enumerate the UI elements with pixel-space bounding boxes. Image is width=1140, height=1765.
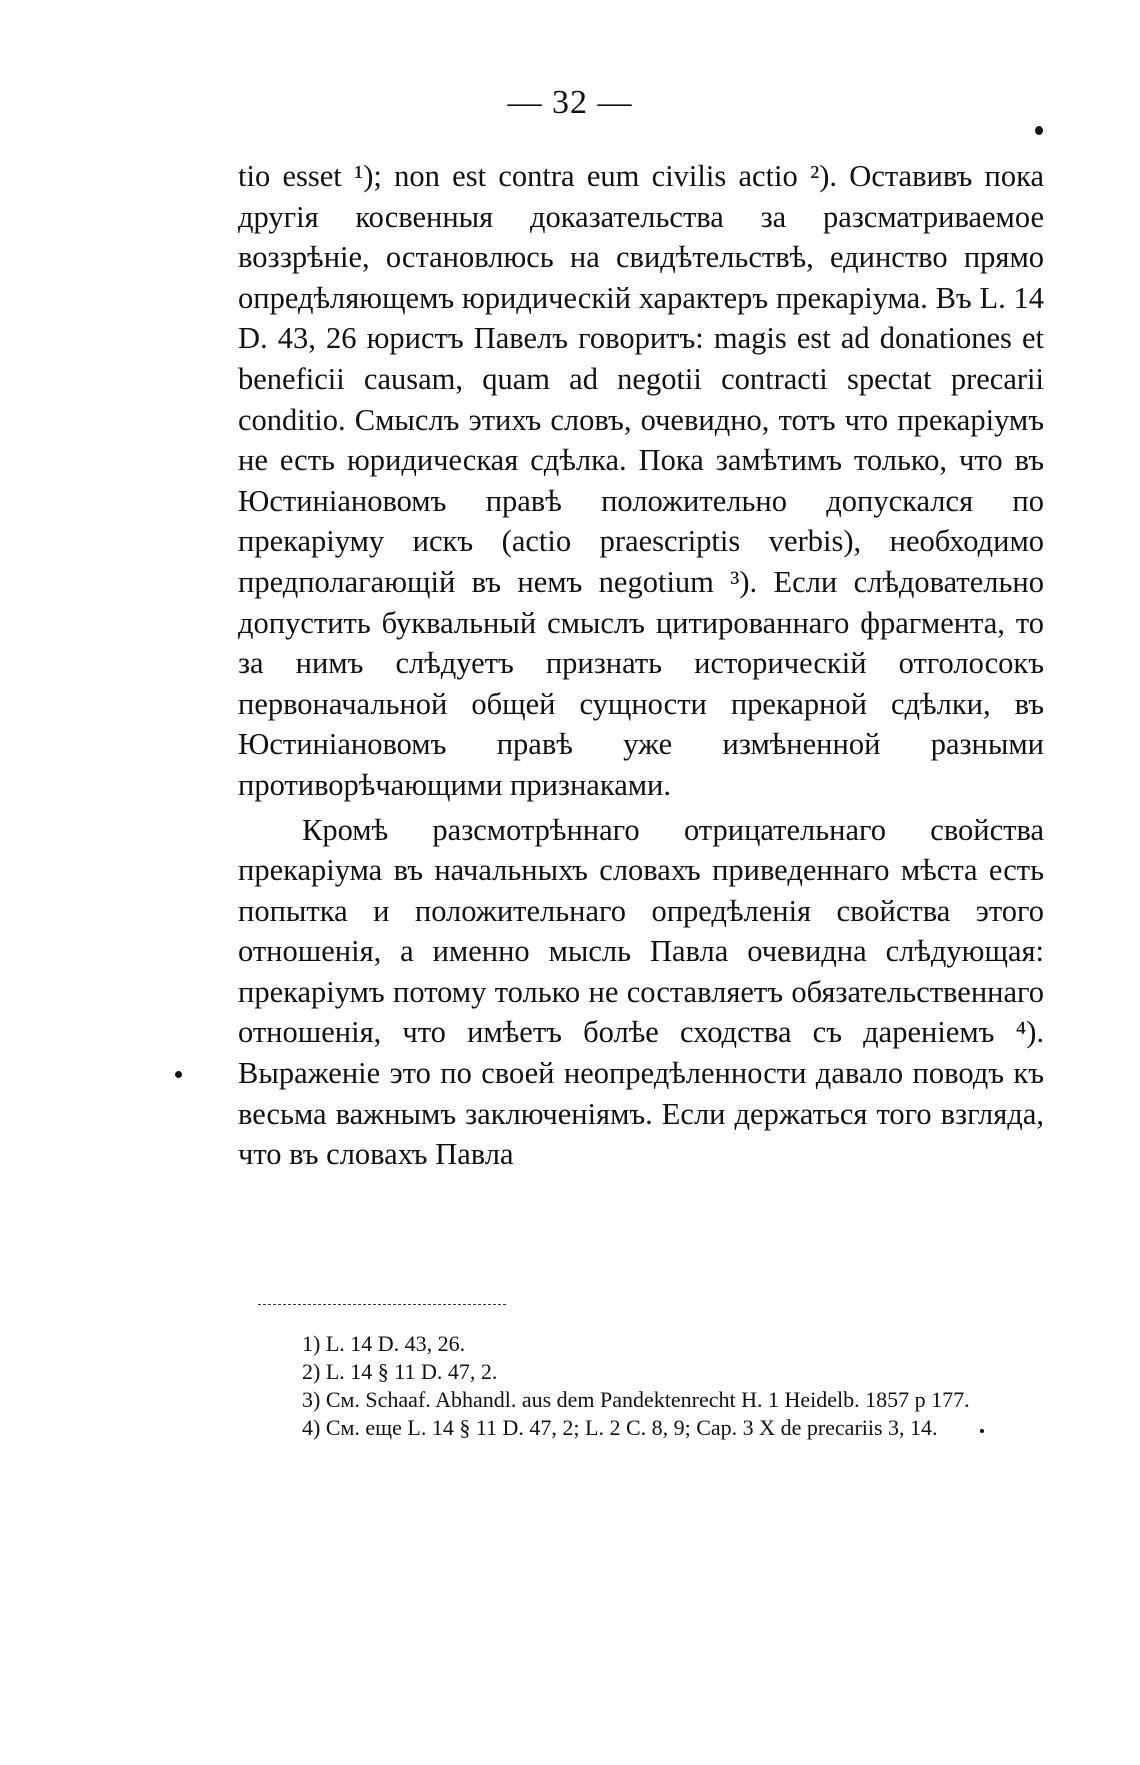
- print-speck: [980, 1429, 984, 1433]
- footnote-2: 2) L. 14 § 11 D. 47, 2.: [302, 1359, 498, 1384]
- footnote-4: 4) См. еще L. 14 § 11 D. 47, 2; L. 2 C. 8, 9; Cap. 3 X de precariis 3, 14.: [302, 1415, 938, 1440]
- page-number: — 32 —: [507, 84, 633, 121]
- footnotes: [232, 1330, 1047, 1442]
- footnote-divider: [258, 1304, 506, 1305]
- print-speck: [1035, 126, 1043, 135]
- body-paragraph-2: Кромѣ разсмотрѣннаго отрицательнаго свойства прекаріума въ начальныхъ словахъ приведеннаго мѣста есть попытка и положительнаго опредѣленія свойства этого отношенія, а именно мысль Павла очевидна слѣдующая: прекаріумъ потому только не составляетъ обязательственнаго отношенія, что имѣетъ болѣе сходства съ дареніемъ ⁴). Выраженіе это по своей неопредѣленности давало поводъ къ весьма важнымъ заключеніямъ. Если держаться того взгляда, что въ словахъ Павла: [238, 812, 1044, 1172]
- body-text: [238, 156, 1044, 1175]
- footnote-3: 3) См. Schaaf. Abhandl. aus dem Pandektenrecht H. 1 Heidelb. 1857 p 177.: [302, 1387, 970, 1412]
- print-speck: [175, 1071, 182, 1078]
- body-paragraph-1: tio esset ¹); non est contra eum civilis actio ²). Оставивъ пока другія косвенныя доказательства за разсматриваемое воззрѣніе, остановлюсь на свидѣтельствѣ, единство прямо опредѣляющемъ юридическій характеръ прекаріума. Въ L. 14 D. 43, 26 юристъ Павелъ говоритъ: magis est ad donationes et beneficii causam, quam ad negotii contracti spectat precarii conditio. Смыслъ этихъ словъ, очевидно, тотъ что прекаріумъ не есть юридическая сдѣлка. Пока замѣтимъ только, что въ Юстиніановомъ правѣ положительно допускался по прекаріуму искъ (actio praescriptis verbis), необходимо предполагающій въ немъ negotium ³). Если слѣдовательно допустить буквальный смыслъ цитированнаго фрагмента, то за нимъ слѣдуетъ признать историческій отголосокъ первоначальной общей сущности прекарной сдѣлки, въ Юстиніановомъ правѣ уже измѣненной разными противорѣчающими признаками.: [238, 159, 1044, 802]
- footnote-1: 1) L. 14 D. 43, 26.: [302, 1331, 466, 1356]
